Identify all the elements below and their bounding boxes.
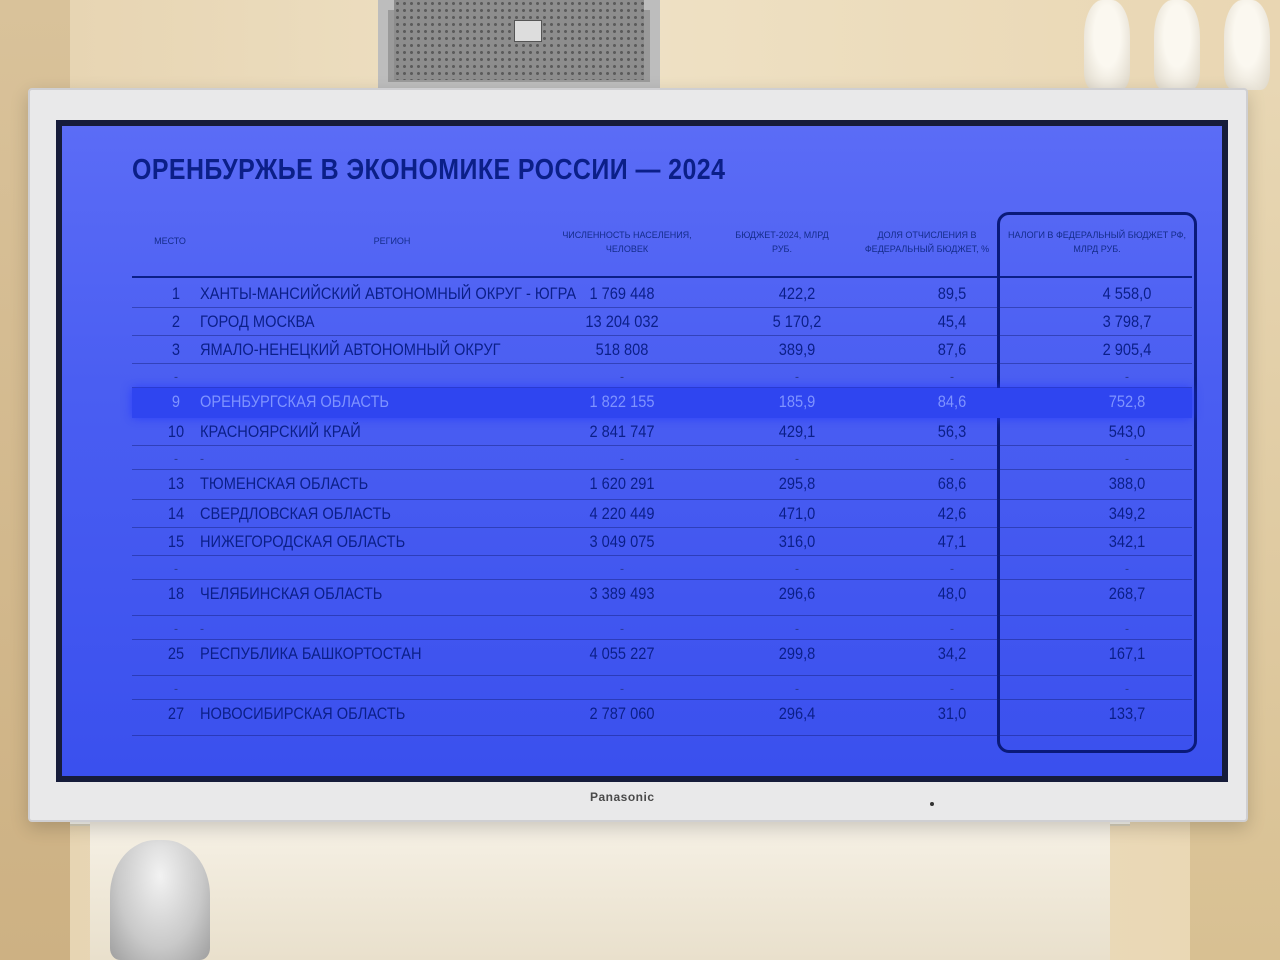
tv-brand-logo: Panasonic (590, 790, 655, 804)
cell-place: - (173, 450, 179, 466)
cell-taxes: 167,1 (1108, 644, 1146, 663)
cell-budget: 185,9 (778, 392, 816, 411)
cell-budget: 316,0 (778, 532, 816, 551)
cell-budget: - (794, 368, 800, 384)
cell-region: НИЖЕГОРОДСКАЯ ОБЛАСТЬ (200, 532, 406, 551)
header-share: ДОЛЯ ОТЧИСЛЕНИЯ В ФЕДЕРАЛЬНЫЙ БЮДЖЕТ, % (864, 230, 990, 254)
table-row (132, 528, 1192, 556)
cell-taxes: - (1124, 680, 1130, 696)
cell-share: 34,2 (937, 644, 967, 663)
table-row-gap (132, 676, 1192, 700)
cell-region: СВЕРДЛОВСКАЯ ОБЛАСТЬ (200, 504, 392, 523)
cell-share: 87,6 (937, 340, 967, 359)
cell-budget: 296,6 (778, 584, 816, 603)
cell-budget: 471,0 (778, 504, 816, 523)
cell-share: 31,0 (937, 704, 967, 723)
table-row (132, 280, 1192, 308)
cell-place: - (173, 680, 179, 696)
cell-budget: 422,2 (778, 284, 816, 303)
speaker-logo (514, 20, 542, 42)
cell-place: - (173, 560, 179, 576)
cell-share: 68,6 (937, 474, 967, 493)
table-row (132, 418, 1192, 446)
cell-budget: 299,8 (778, 644, 816, 663)
table-row (132, 470, 1192, 500)
cell-share: - (949, 680, 955, 696)
row-divider (132, 735, 1192, 736)
cell-share: 89,5 (937, 284, 967, 303)
cell-population: 13 204 032 (585, 312, 659, 331)
cell-population: 2 841 747 (589, 422, 655, 441)
cell-taxes: - (1124, 560, 1130, 576)
cell-population: - (619, 680, 625, 696)
cell-region: - (200, 620, 205, 636)
cell-taxes: 268,7 (1108, 584, 1146, 603)
cell-taxes: 4 558,0 (1102, 284, 1152, 303)
cell-taxes: 349,2 (1108, 504, 1146, 523)
cell-taxes: 543,0 (1108, 422, 1146, 441)
cell-population: - (619, 560, 625, 576)
cell-share: - (949, 620, 955, 636)
table-row-gap (132, 364, 1192, 388)
cell-taxes: 342,1 (1108, 532, 1146, 551)
cell-region: ГОРОД МОСКВА (200, 312, 315, 331)
header-place: МЕСТО (154, 236, 186, 246)
cell-budget: 296,4 (778, 704, 816, 723)
baluster (1084, 0, 1130, 90)
cell-population: - (619, 620, 625, 636)
cell-place: 9 (171, 392, 181, 411)
table-row (132, 500, 1192, 528)
cell-place: 18 (167, 584, 185, 603)
cell-region: ОРЕНБУРГСКАЯ ОБЛАСТЬ (200, 392, 390, 411)
cell-budget: - (794, 450, 800, 466)
tv-monitor (28, 88, 1248, 822)
power-indicator (930, 802, 934, 806)
balustrade (1080, 0, 1280, 90)
table-row-highlighted (132, 388, 1192, 418)
cell-share: - (949, 560, 955, 576)
cell-place: 27 (167, 704, 185, 723)
cell-place: 14 (167, 504, 185, 523)
header-taxes: НАЛОГИ В ФЕДЕРАЛЬНЫЙ БЮДЖЕТ РФ, МЛРД РУБ. (1007, 230, 1186, 254)
fireplace-shelf (90, 818, 1110, 960)
baluster (1224, 0, 1270, 90)
cell-place: 1 (171, 284, 181, 303)
header-region: РЕГИОН (373, 236, 411, 246)
cell-population: - (619, 368, 625, 384)
cell-place: 25 (167, 644, 185, 663)
cell-share: 47,1 (937, 532, 967, 551)
cell-population: 4 220 449 (589, 504, 655, 523)
cell-budget: 5 170,2 (772, 312, 822, 331)
cell-share: - (949, 450, 955, 466)
cell-share: 56,3 (937, 422, 967, 441)
cell-share: 84,6 (937, 392, 967, 411)
cell-population: 1 620 291 (589, 474, 655, 493)
cell-population: 518 808 (595, 340, 649, 359)
cell-population: 1 822 155 (589, 392, 655, 411)
cell-budget: - (794, 560, 800, 576)
cell-taxes: - (1124, 450, 1130, 466)
cell-region: ТЮМЕНСКАЯ ОБЛАСТЬ (200, 474, 369, 493)
table-row-gap (132, 556, 1192, 580)
cell-region: ХАНТЫ-МАНСИЙСКИЙ АВТОНОМНЫЙ ОКРУГ - ЮГРА (200, 284, 577, 303)
slide-title: ОРЕНБУРЖЬЕ В ЭКОНОМИКЕ РОССИИ — 2024 (132, 154, 726, 186)
camera-icon (110, 840, 210, 960)
cell-population: 2 787 060 (589, 704, 655, 723)
cell-place: - (173, 368, 179, 384)
table-row-gap (132, 616, 1192, 640)
table-row (132, 336, 1192, 364)
cell-place: 3 (171, 340, 181, 359)
cell-population: 3 049 075 (589, 532, 655, 551)
cell-region: РЕСПУБЛИКА БАШКОРТОСТАН (200, 644, 422, 663)
header-population: ЧИСЛЕННОСТЬ НАСЕЛЕНИЯ, ЧЕЛОВЕК (562, 230, 692, 254)
cell-population: - (619, 450, 625, 466)
cell-taxes: 3 798,7 (1102, 312, 1152, 331)
cell-region: ЯМАЛО-НЕНЕЦКИЙ АВТОНОМНЫЙ ОКРУГ (200, 340, 501, 359)
cell-budget: 295,8 (778, 474, 816, 493)
table-row (132, 308, 1192, 336)
cell-budget: 389,9 (778, 340, 816, 359)
cell-taxes: 133,7 (1108, 704, 1146, 723)
cell-place: 13 (167, 474, 185, 493)
cell-place: 15 (167, 532, 185, 551)
cell-taxes: - (1124, 620, 1130, 636)
cell-share: 48,0 (937, 584, 967, 603)
baluster (1154, 0, 1200, 90)
header-budget: БЮДЖЕТ-2024, МЛРД РУБ. (735, 230, 829, 254)
table-row (132, 580, 1192, 616)
cell-population: 1 769 448 (589, 284, 655, 303)
cell-region: НОВОСИБИРСКАЯ ОБЛАСТЬ (200, 704, 406, 723)
cell-taxes: - (1124, 368, 1130, 384)
ceiling-speaker (378, 0, 660, 92)
cell-place: 2 (171, 312, 181, 331)
table-row (132, 640, 1192, 676)
cell-population: 4 055 227 (589, 644, 655, 663)
cell-budget: 429,1 (778, 422, 816, 441)
cell-taxes: 388,0 (1108, 474, 1146, 493)
cell-share: 45,4 (937, 312, 967, 331)
cell-taxes: 2 905,4 (1102, 340, 1152, 359)
cell-region: КРАСНОЯРСКИЙ КРАЙ (200, 422, 361, 441)
cell-place: - (173, 620, 179, 636)
cell-taxes: 752,8 (1108, 392, 1146, 411)
cell-region: - (200, 450, 205, 466)
cell-share: - (949, 368, 955, 384)
table-row-gap (132, 446, 1192, 470)
tv-screen (56, 120, 1228, 782)
cell-population: 3 389 493 (589, 584, 655, 603)
cell-budget: - (794, 680, 800, 696)
cell-share: 42,6 (937, 504, 967, 523)
cell-region: ЧЕЛЯБИНСКАЯ ОБЛАСТЬ (200, 584, 383, 603)
table-row (132, 700, 1192, 736)
cell-budget: - (794, 620, 800, 636)
cell-place: 10 (167, 422, 185, 441)
